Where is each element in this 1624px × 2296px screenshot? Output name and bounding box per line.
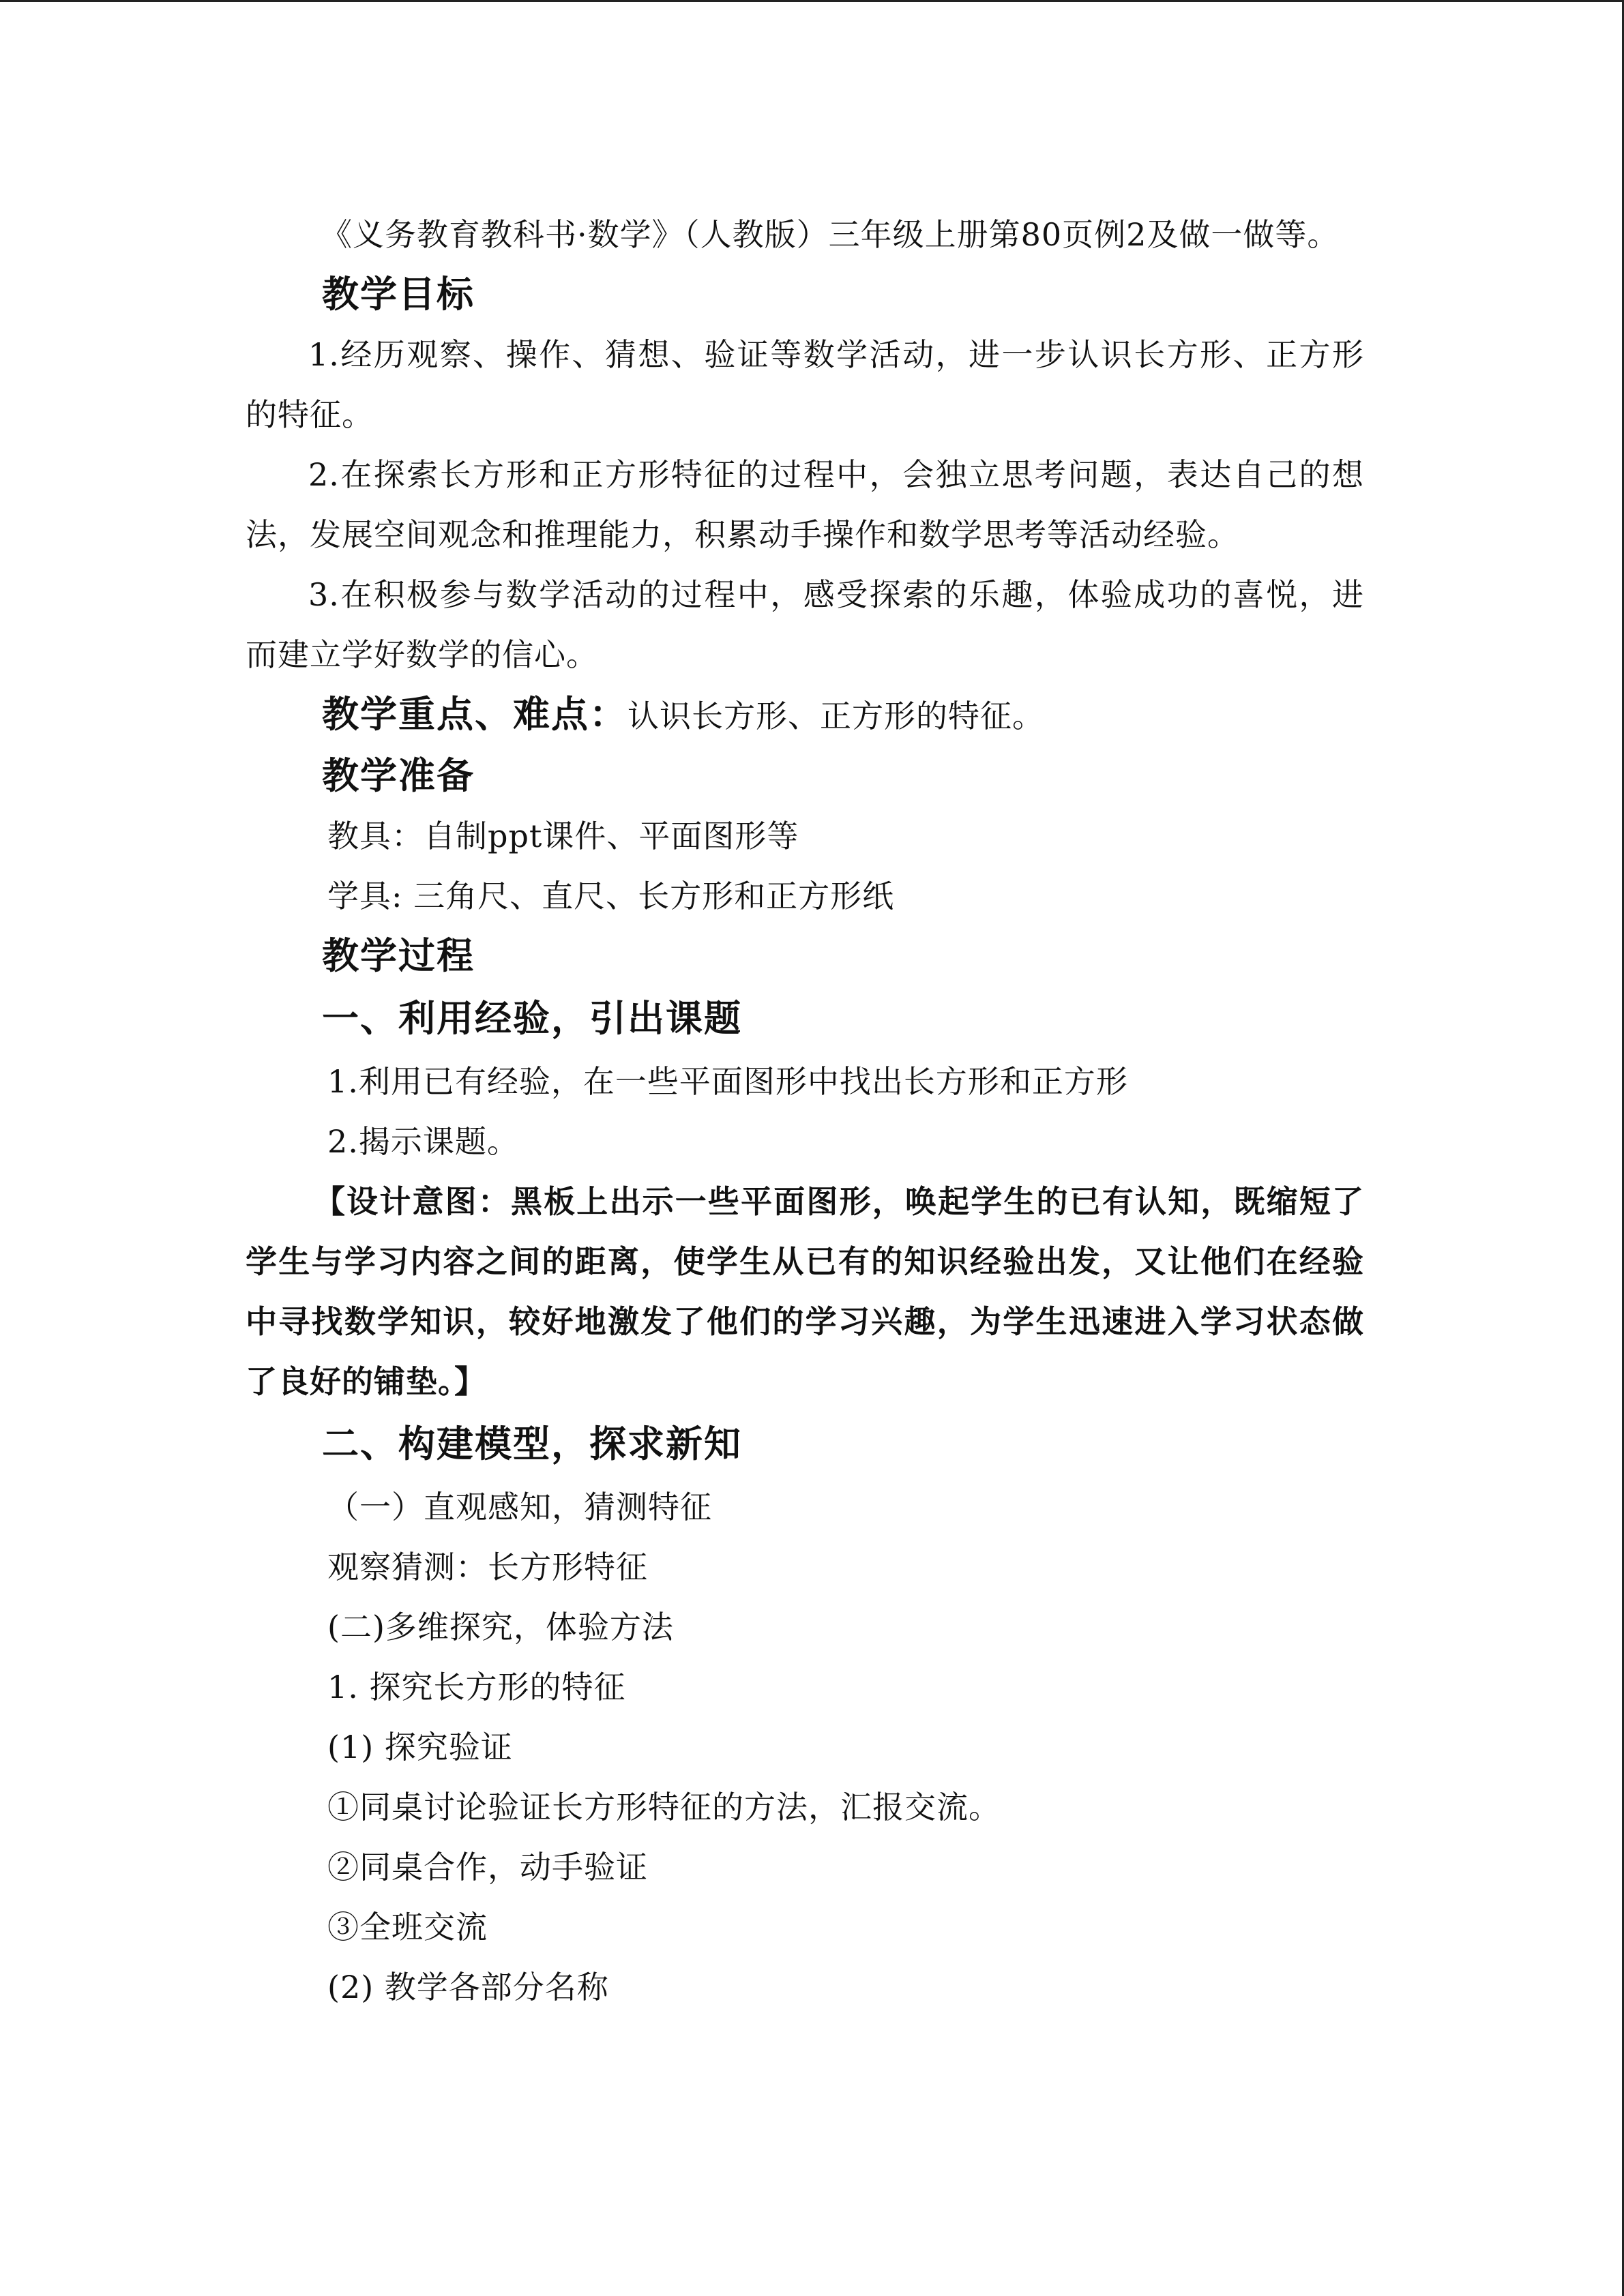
key-points-heading: 教学重点、难点： xyxy=(322,693,628,736)
section-2-line-2: 观察猜测：长方形特征 xyxy=(327,1549,648,1585)
section-1-heading: 一、利用经验，引出课题 xyxy=(322,997,742,1040)
key-points-line xyxy=(246,685,1364,746)
section-2-line-6: ①同桌讨论验证长方形特征的方法，汇报交流。 xyxy=(327,1789,1001,1825)
section-2-line-4: 1. 探究长方形的特征 xyxy=(327,1669,626,1705)
objective-item-3: 3.在积极参与数学活动的过程中，感受探索的乐趣，体验成功的喜悦，进而建立学好数学的信心。 xyxy=(246,576,1364,673)
intro-paragraph: 《义务教育教科书·数学》（人教版）三年级上册第80页例2及做一做等。 xyxy=(321,216,1340,253)
section-2-heading: 二、构建模型，探求新知 xyxy=(322,1422,742,1465)
objective-item-1: 1.经历观察、操作、猜想、验证等数学活动，进一步认识长方形、正方形的特征。 xyxy=(246,336,1364,433)
section-2-line-9: (2) 教学各部分名称 xyxy=(327,1969,609,2006)
section-1-step-1: 1.利用已有经验，在一些平面图形中找出长方形和正方形 xyxy=(327,1063,1128,1100)
section-2-line-3: (二)多维探究，体验方法 xyxy=(327,1609,674,1645)
objectives-heading: 教学目标 xyxy=(322,273,475,316)
section-2-line-7: ②同桌合作，动手验证 xyxy=(327,1849,648,1885)
teacher-tools: 教具：自制ppt课件、平面图形等 xyxy=(327,818,799,854)
section-2-line-5: (1) 探究验证 xyxy=(327,1729,513,1765)
process-heading: 教学过程 xyxy=(322,934,475,977)
section-2-line-8: ③全班交流 xyxy=(327,1909,488,1945)
design-intent-note: 【设计意图：黑板上出示一些平面图形，唤起学生的已有认知，既缩短了学生与学习内容之间的距离，使学生从已有的知识经验出发，又让他们在经验中寻找数学知识，较好地激发了他们的学习兴趣，为学生迅速进入学习状态做了良好的铺垫。】 xyxy=(246,1183,1364,1400)
key-points-text: 认识长方形、正方形的特征。 xyxy=(628,698,1044,734)
preparation-heading: 教学准备 xyxy=(322,754,475,797)
page-top-border xyxy=(0,0,1624,2)
section-1-step-2: 2.揭示课题。 xyxy=(327,1123,519,1160)
document-body xyxy=(246,205,1364,2017)
student-tools: 学具: 三角尺、直尺、长方形和正方形纸 xyxy=(327,878,895,914)
objective-item-2: 2.在探索长方形和正方形特征的过程中，会独立思考问题，表达自己的想法，发展空间观念和推理能力，积累动手操作和数学思考等活动经验。 xyxy=(246,456,1364,553)
section-2-line-1: （一）直观感知，猜测特征 xyxy=(327,1489,712,1525)
